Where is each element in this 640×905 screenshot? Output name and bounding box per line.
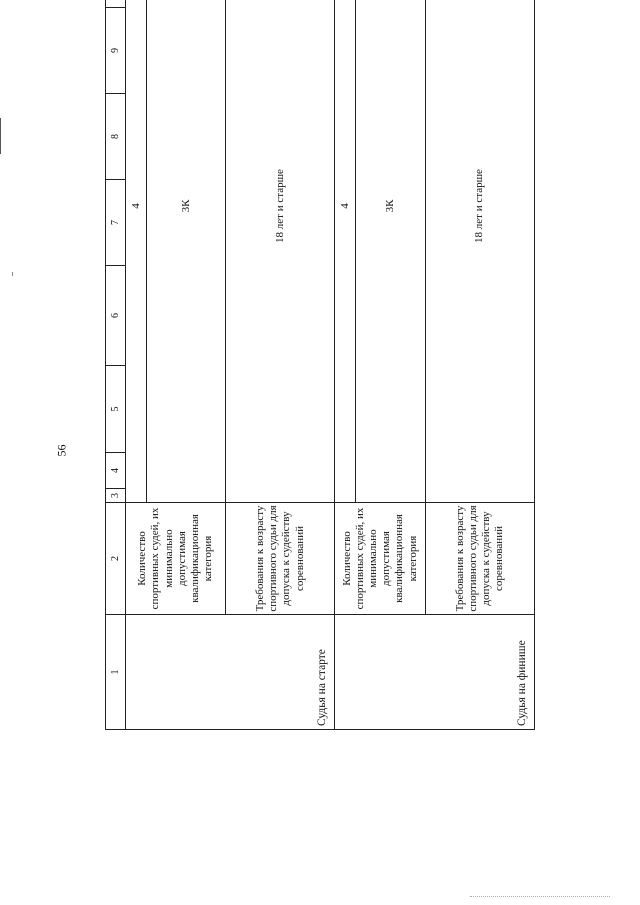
margin-dot <box>12 272 13 276</box>
section-1-count-row <box>126 0 147 730</box>
col-num-2: 2 <box>106 503 126 615</box>
rotated-table-wrapper <box>105 0 535 730</box>
section-2-age-value: 18 лет и старше <box>426 0 535 503</box>
section-1-category-value: 3К <box>147 0 226 503</box>
section-2-count-row <box>335 0 356 730</box>
col-num-7: 7 <box>106 180 126 266</box>
page-number: 56 <box>54 444 69 457</box>
col-num-5: 5 <box>106 366 126 453</box>
margin-mark <box>0 118 1 154</box>
section-2-category-value: 3К <box>356 0 426 503</box>
section-1-count-value: 4 <box>126 0 147 503</box>
col-num-6: 6 <box>106 266 126 366</box>
section-2-age-label: Требования к возрасту спортивного судьи для допуска к судейству соревнований <box>426 503 535 615</box>
column-numbers-row <box>106 0 126 730</box>
scan-noise <box>470 896 610 898</box>
col-num-3: 3 <box>106 489 126 503</box>
col-num-4: 4 <box>106 453 126 489</box>
section-2-count-label: Количество спортивных судей, их минимально допустимая квалификационная категория <box>335 503 426 615</box>
col-num-9: 9 <box>106 8 126 94</box>
section-1-title: Судья на старте <box>126 615 335 730</box>
section-1-age-label: Требования к возрасту спортивного судьи для допуска к судейству соревнований <box>226 503 335 615</box>
col-num-10 <box>106 0 126 8</box>
section-2-title: Судья на финише <box>335 615 535 730</box>
section-2-count-value: 4 <box>335 0 356 503</box>
col-num-8: 8 <box>106 94 126 180</box>
section-1-age-value: 18 лет и старше <box>226 0 335 503</box>
judges-requirements-table <box>105 0 535 730</box>
col-num-1: 1 <box>106 615 126 730</box>
section-1-count-label: Количество спортивных судей, их минимально допустимая квалификационная категория <box>126 503 226 615</box>
